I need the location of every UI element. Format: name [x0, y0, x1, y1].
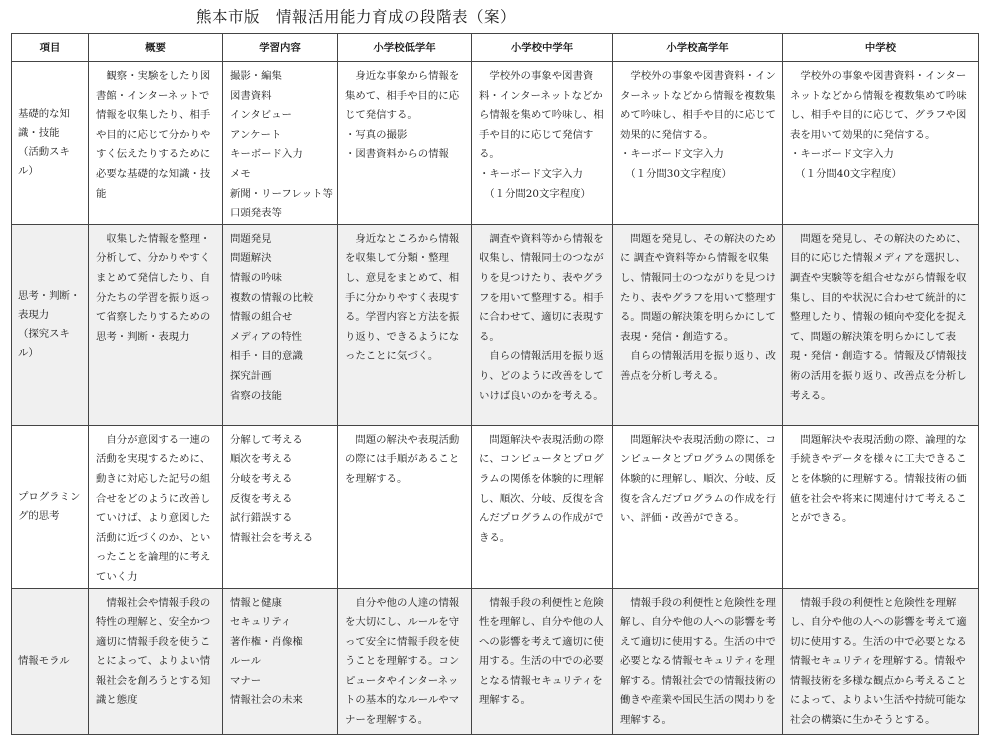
row-item-label: 基礎的な知識・技能 （活動スキル） — [18, 107, 70, 177]
row-overview-text: 収集した情報を整理・分析して、分かりやすくまとめて発信したり、自分たちの学習を振り返って省察したりするための思考・判断・表現力 — [96, 232, 211, 343]
row-content — [223, 62, 338, 225]
row-item — [12, 425, 89, 588]
stage-text: 問題を発見し、その解決のために 調査や資料等から情報を収集し、情報同士のつながりを見つけたり、表やグラフを用いて整理する。問題の解決策を明らかにして表現・発信・創造する。 自らの情報活用を振り返り、改善点を分析し考える。 — [620, 232, 776, 382]
row-overview — [89, 224, 223, 425]
row-junior-high — [783, 588, 979, 734]
row-overview-text: 自分が意図する一連の活動を実現するために、動きに対応した記号の組合せをどのように改善していけば、より意図した活動に近づくのか、といったことを論理的に考えていく力 — [96, 433, 211, 583]
row-elementary-lower — [338, 62, 472, 225]
row-overview — [89, 588, 223, 734]
stage-text: 身近なところから情報を収集して分類・整理し、意見をまとめて、相手に分かりやすく表現する。学習内容と方法を振り返り、できるようになったことに気づく。 — [345, 232, 460, 363]
header-elementary-upper: 小学校高学年 — [613, 34, 783, 62]
stage-text: 調査や資料等から情報を収集し、情報同士のつながりを見つけたり、表やグラフを用いて整理する。相手に合わせて、適切に表現する。 自らの情報活用を振り返り、どのように改善をしていけば良いのかを考える。 — [479, 232, 604, 402]
content-item: キーボード入力 — [230, 148, 303, 161]
row-item — [12, 588, 89, 734]
header-row — [12, 34, 979, 62]
row-elementary-upper — [613, 224, 783, 425]
row-elementary-upper — [613, 588, 783, 734]
stage-text: 情報手段の利便性と危険性を理解し、自分や他の人への影響を考えて適切に使用する。生活の中で必要となる情報セキュリティを理解する。情報社会での情報技術の働きや産業や国民生活の関わりを理解する。 — [620, 596, 776, 727]
row-overview-text: 観察・実験をしたり図書館・インターネットで情報を収集したり、相手や目的に応じて分かりやすく伝えたりするために必要な基礎的な知識・技能 — [96, 70, 211, 200]
content-item: 情報と健康 — [230, 596, 282, 609]
table-row — [12, 62, 979, 225]
stage-text: 身近な事象から情報を集めて、相手や目的に応じて発信する。 ・写真の撮影 ・図書資料からの情報 — [345, 70, 460, 161]
header-overview: 概要 — [89, 34, 223, 62]
stage-text: 学校外の事象や図書資料・インターネットなどから情報を複数集めて吟味し、相手や目的に応じて効果的に発信する。 ・キーボード文字入力 （１分間30文字程度） — [620, 70, 776, 180]
content-item: 情報社会の未来 — [230, 694, 303, 707]
content-item: マナー — [230, 674, 262, 687]
stage-text: 問題解決や表現活動の際に、コンピュータとプログラムの関係を体験的に理解し、順次、分岐、反復を含んだプログラムの作成ができる。 — [479, 433, 604, 544]
content-item: 撮影・編集 — [230, 70, 282, 82]
row-elementary-middle — [472, 62, 613, 225]
content-item: メモ — [230, 167, 251, 180]
content-item: 探究計画 — [230, 369, 272, 382]
header-elementary-lower: 小学校低学年 — [338, 34, 472, 62]
row-item — [12, 62, 89, 225]
content-item: 試行錯誤する — [230, 512, 293, 525]
stage-text: 問題解決や表現活動の際、論理的な手続きやデータを様々に工夫できることを体験的に理解する。情報技術の価値を社会や将来に関連付けて考えることができる。 — [790, 433, 967, 525]
row-item-label: 思考・判断・表現力 （探究スキル） — [18, 289, 81, 359]
content-item: 順次を考える — [230, 453, 293, 466]
stage-text: 情報手段の利便性と危険性を理解し、自分や他の人への影響を考えて適切に使用する。生活の中での必要となる情報セキュリティを理解する。 — [479, 596, 604, 707]
content-item: 相手・目的意識 — [230, 350, 303, 363]
row-elementary-lower — [338, 425, 472, 588]
row-junior-high — [783, 224, 979, 425]
content-item: 反復を考える — [230, 492, 293, 505]
stage-text: 問題の解決や表現活動の際には手順があることを理解する。 — [345, 433, 460, 485]
content-item: ルール — [230, 655, 261, 668]
content-item: 著作権・肖像権 — [230, 635, 303, 648]
page-title: 熊本市版 情報活用能力育成の段階表（案） — [196, 8, 517, 26]
row-elementary-middle — [472, 425, 613, 588]
row-elementary-lower — [338, 588, 472, 734]
content-item: セキュリティ — [230, 616, 292, 629]
stage-table — [11, 33, 979, 735]
stage-text: 情報手段の利便性と危険性を理解し、自分や他の人への影響を考えて適切に使用する。生活の中で必要となる情報セキュリティを理解する。情報や情報技術を多様な観点から考えることによって、よりよい生活や持続可能な社会の構築に生かそうとする。 — [790, 596, 967, 727]
row-content — [223, 425, 338, 588]
table-row — [12, 425, 979, 588]
stage-text: 問題を発見し、その解決のために、目的に応じた情報メディアを選択し、調査や実験等を組合せながら情報を収集し、目的や状況に合わせて統計的に整理したり、情報の傾向や変化を捉えて、問題の解決策を明らかにして表現・発信・創造する。情報及び情報技術の活用を振り返り、改善点を分析し考える。 — [790, 232, 967, 402]
stage-text: 学校外の事象や図書資料・インターネットなどから情報を複数集めて吟味し、相手や目的に応じて、グラフや図表を用いて効果的に発信する。 ・キーボード文字入力 （１分間40文字程度） — [790, 70, 967, 180]
row-item — [12, 224, 89, 425]
row-elementary-middle — [472, 588, 613, 734]
row-overview — [89, 62, 223, 225]
row-content — [223, 588, 338, 734]
row-content — [223, 224, 338, 425]
header-elementary-middle: 小学校中学年 — [472, 34, 613, 62]
content-item: メディアの特性 — [230, 330, 302, 343]
content-item: インタビュー — [230, 109, 292, 122]
row-elementary-middle — [472, 224, 613, 425]
table-row — [12, 588, 979, 734]
content-item: 情報の組合せ — [230, 311, 293, 324]
header-item: 項目 — [12, 34, 89, 62]
content-item: 情報社会を考える — [230, 531, 314, 544]
content-item: 分岐を考える — [230, 472, 293, 485]
content-item: 情報の吟味 — [230, 271, 282, 284]
row-junior-high — [783, 62, 979, 225]
stage-text: 自分や他の人達の情報を大切にし、ルールを守って安全に情報手段を使うことを理解する。コンピュータやインターネットの基本的なルールやマナーを理解する。 — [345, 596, 460, 727]
header-content: 学習内容 — [223, 34, 338, 62]
content-item: 問題解決 — [230, 252, 272, 265]
row-junior-high — [783, 425, 979, 588]
content-item: 分解して考える — [230, 433, 303, 446]
content-item: 複数の情報の比較 — [230, 291, 314, 304]
row-elementary-upper — [613, 425, 783, 588]
content-item: 口頭発表等 — [230, 207, 282, 220]
row-elementary-lower — [338, 224, 472, 425]
content-item: 問題発見 — [230, 232, 272, 245]
row-item-label: プログラミング的思考 — [18, 490, 81, 522]
stage-text: 学校外の事象や図書資料・インターネットなどから情報を集めて吟味し、相手や目的に応じて発信する。 ・キーボード文字入力 （１分間20文字程度） — [479, 70, 604, 200]
row-overview — [89, 425, 223, 588]
content-item: アンケート — [230, 128, 282, 141]
row-elementary-upper — [613, 62, 783, 225]
row-overview-text: 情報社会や情報手段の特性の理解と、安全かつ適切に情報手段を使うことによって、よりよい情報社会を創ろうとする知識と態度 — [96, 596, 211, 707]
table-row — [12, 224, 979, 425]
stage-text: 問題解決や表現活動の際に、コンピュータとプログラムの関係を体験的に理解し、順次、分岐、反復を含んだプログラムの作成を行い、評価・改善ができる。 — [620, 433, 776, 525]
row-item-label: 情報モラル — [18, 654, 70, 667]
content-item: 図書資料 — [230, 89, 272, 102]
header-junior-high: 中学校 — [783, 34, 979, 62]
content-item: 新聞・リーフレット等 — [230, 187, 333, 200]
content-item: 省察の技能 — [230, 389, 282, 402]
